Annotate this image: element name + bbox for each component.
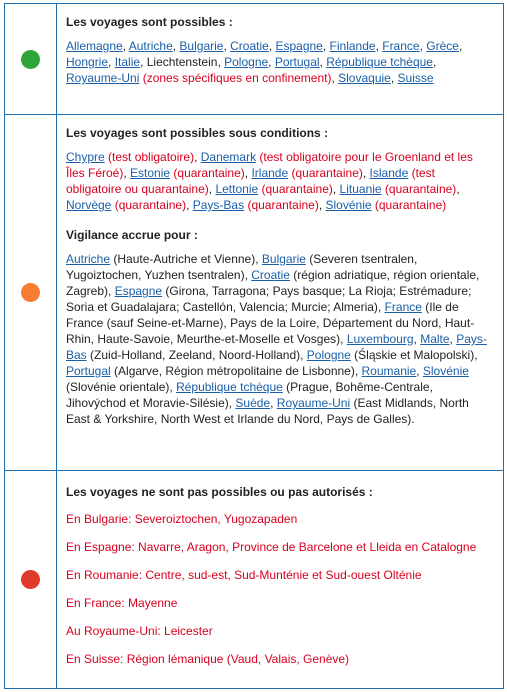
condition-note: (quarantaine) <box>244 198 319 212</box>
country-link[interactable]: Lettonie <box>215 182 259 196</box>
text-segment: , <box>270 396 277 410</box>
text-segment: , <box>416 364 423 378</box>
travel-status-table <box>4 3 504 689</box>
country-link[interactable]: Royaume-Uni <box>66 71 140 85</box>
text-segment: (Girona, Tarragona; Pays basque; La Rioja; Estrémadure; Soria et Guadalajara; Castellón, Valencia; Murcie; Almeria), <box>66 284 472 314</box>
country-link[interactable]: Portugal <box>274 55 320 69</box>
condition-note: (test obligatoire pour le Groenland et les Îles Féroé) <box>66 150 473 180</box>
restricted-region: Au Royaume-Uni: Leicester <box>66 624 213 638</box>
text-segment: (Śląskie et Malopolski), <box>350 348 478 362</box>
condition-note: (quarantaine) <box>371 198 447 212</box>
condition-note: (quarantaine) <box>111 198 187 212</box>
country-link[interactable]: Allemagne <box>66 39 123 53</box>
text-segment: , <box>194 150 201 164</box>
text-segment: , <box>390 71 398 85</box>
row-conditional <box>5 114 503 470</box>
text-segment: , <box>268 55 275 69</box>
status-cell <box>5 115 57 470</box>
country-link[interactable]: Autriche <box>66 252 111 266</box>
text-segment: , <box>319 55 327 69</box>
country-link[interactable]: Suisse <box>397 71 434 85</box>
text-segment: , <box>419 39 427 53</box>
country-link[interactable]: Slovaquie <box>338 71 391 85</box>
text-segment: (région adriatique, région orientale, Zagreb), <box>66 268 480 298</box>
content-cell <box>57 471 503 688</box>
country-link[interactable]: Bulgarie <box>261 252 306 266</box>
country-link[interactable]: Suède <box>235 396 271 410</box>
country-link[interactable]: Roumanie <box>361 364 417 378</box>
country-link[interactable]: Espagne <box>114 284 163 298</box>
text-segment: , <box>332 182 340 196</box>
text-segment: (Slovénie orientale), <box>66 380 177 394</box>
text-segment: (Ile de France (sauf Seine-et-Marne), Pays de la Loire, Département du Nord, Haut-Rhin, Haute-Savoie, Meurthe-et-Moselle et Vosges), <box>66 300 475 346</box>
text-segment: , <box>244 166 252 180</box>
restricted-region: En Suisse: Région lémanique (Vaud, Valais, Genève) <box>66 652 350 666</box>
row-possible <box>5 4 503 114</box>
country-link[interactable]: Islande <box>369 166 409 180</box>
text-segment: , <box>449 332 457 346</box>
content-cell <box>57 115 503 470</box>
country-link[interactable]: Pologne <box>224 55 269 69</box>
red-circle-icon <box>21 570 40 589</box>
country-link[interactable]: Norvège <box>66 198 112 212</box>
country-link[interactable]: Pays-Bas <box>192 198 245 212</box>
country-link[interactable]: Estonie <box>130 166 171 180</box>
text-segment: , <box>458 39 463 53</box>
condition-note: (quarantaine) <box>170 166 245 180</box>
text-segment: , <box>122 39 129 53</box>
status-cell <box>5 471 57 688</box>
text-segment: , <box>123 166 131 180</box>
condition-note: (quarantaine) <box>258 182 333 196</box>
condition-note: (test obligatoire) <box>104 150 195 164</box>
country-link[interactable]: Finlande <box>329 39 376 53</box>
condition-note: (quarantaine) <box>381 182 457 196</box>
text-segment: (East Midlands, North East & Yorkshire, North West et Irlande du Nord, Pays de Galles). <box>66 396 469 426</box>
text-segment: , <box>108 55 115 69</box>
row-heading: Les voyages ne sont pas possibles ou pas autorisés : <box>66 485 373 499</box>
text-segment: , <box>413 332 421 346</box>
country-link[interactable]: Slovénie <box>422 364 469 378</box>
country-link[interactable]: Royaume-Uni <box>276 396 351 410</box>
row-not-possible <box>5 470 503 688</box>
restricted-region: En Espagne: Navarre, Aragon, Province de Barcelone et Lleida en Catalogne <box>66 540 477 554</box>
country-link[interactable]: Lituanie <box>339 182 382 196</box>
text-segment: , <box>362 166 370 180</box>
text-segment: , <box>268 39 276 53</box>
text-segment: , <box>432 55 437 69</box>
green-circle-icon <box>21 50 40 69</box>
text-segment: , <box>223 39 231 53</box>
condition-note: (test obligatoire ou quarantaine) <box>66 166 435 196</box>
country-link[interactable]: Pays-Bas <box>66 332 487 362</box>
text-segment: , <box>318 198 326 212</box>
country-link[interactable]: Portugal <box>66 364 111 378</box>
content-cell <box>57 4 503 114</box>
status-cell <box>5 4 57 114</box>
text-segment: (Prague, Bohême-Centrale, Jihovýchod et Moravie-Silésie), <box>66 380 433 410</box>
country-list <box>66 149 491 213</box>
row-heading: Les voyages sont possibles sous conditions : <box>66 126 329 140</box>
country-link[interactable]: République tchèque <box>176 380 283 394</box>
text-segment: (Severen tsentralen, Yugoiztochen, Yuzhen tsentralen), <box>66 252 418 282</box>
text-segment: , <box>331 71 339 85</box>
country-link[interactable]: Hongrie <box>66 55 109 69</box>
text-segment: , <box>375 39 383 53</box>
country-link[interactable]: Pologne <box>306 348 351 362</box>
condition-note: (zones spécifiques en confinement) <box>139 71 332 85</box>
vigilance-heading: Vigilance accrue pour : <box>66 228 198 242</box>
country-link[interactable]: Malte <box>420 332 450 346</box>
restricted-region: En Roumanie: Centre, sud-est, Sud-Munténie et Sud-ouest Olténie <box>66 568 422 582</box>
text-segment: , <box>322 39 330 53</box>
vigilance-list <box>66 251 491 427</box>
text-segment: , <box>172 39 180 53</box>
country-link[interactable]: Slovénie <box>325 198 372 212</box>
text-segment: (Algarve, Région métropolitaine de Lisbonne), <box>110 364 362 378</box>
country-link[interactable]: Chypre <box>66 150 105 164</box>
country-link[interactable]: République tchèque <box>326 55 433 69</box>
text-segment: , <box>208 182 216 196</box>
country-link[interactable]: Espagne <box>275 39 323 53</box>
country-link[interactable]: France <box>384 300 422 314</box>
country-link[interactable]: Grèce <box>426 39 459 53</box>
text-segment: (Zuid-Holland, Zeeland, Noord-Holland), <box>86 348 307 362</box>
country-link[interactable]: Croatie <box>230 39 269 53</box>
country-list <box>66 38 491 86</box>
orange-circle-icon <box>21 283 40 302</box>
country-link[interactable]: Irlande <box>251 166 289 180</box>
country-link[interactable]: Italie <box>114 55 141 69</box>
country-link[interactable]: Bulgarie <box>179 39 224 53</box>
country-link[interactable]: Danemark <box>200 150 257 164</box>
condition-note: (quarantaine) <box>288 166 363 180</box>
text-segment: , Liechtenstein, <box>140 55 225 69</box>
text-segment: (Haute-Autriche et Vienne), <box>110 252 262 266</box>
country-link[interactable]: Croatie <box>251 268 290 282</box>
text-segment: , <box>456 182 460 196</box>
text-segment: , <box>186 198 193 212</box>
country-link[interactable]: Luxembourg <box>346 332 414 346</box>
restricted-region: En France: Mayenne <box>66 596 178 610</box>
country-link[interactable]: France <box>382 39 420 53</box>
country-link[interactable]: Autriche <box>128 39 173 53</box>
restricted-region: En Bulgarie: Severoiztochen, Yugozapaden <box>66 512 298 526</box>
row-heading: Les voyages sont possibles : <box>66 15 233 29</box>
